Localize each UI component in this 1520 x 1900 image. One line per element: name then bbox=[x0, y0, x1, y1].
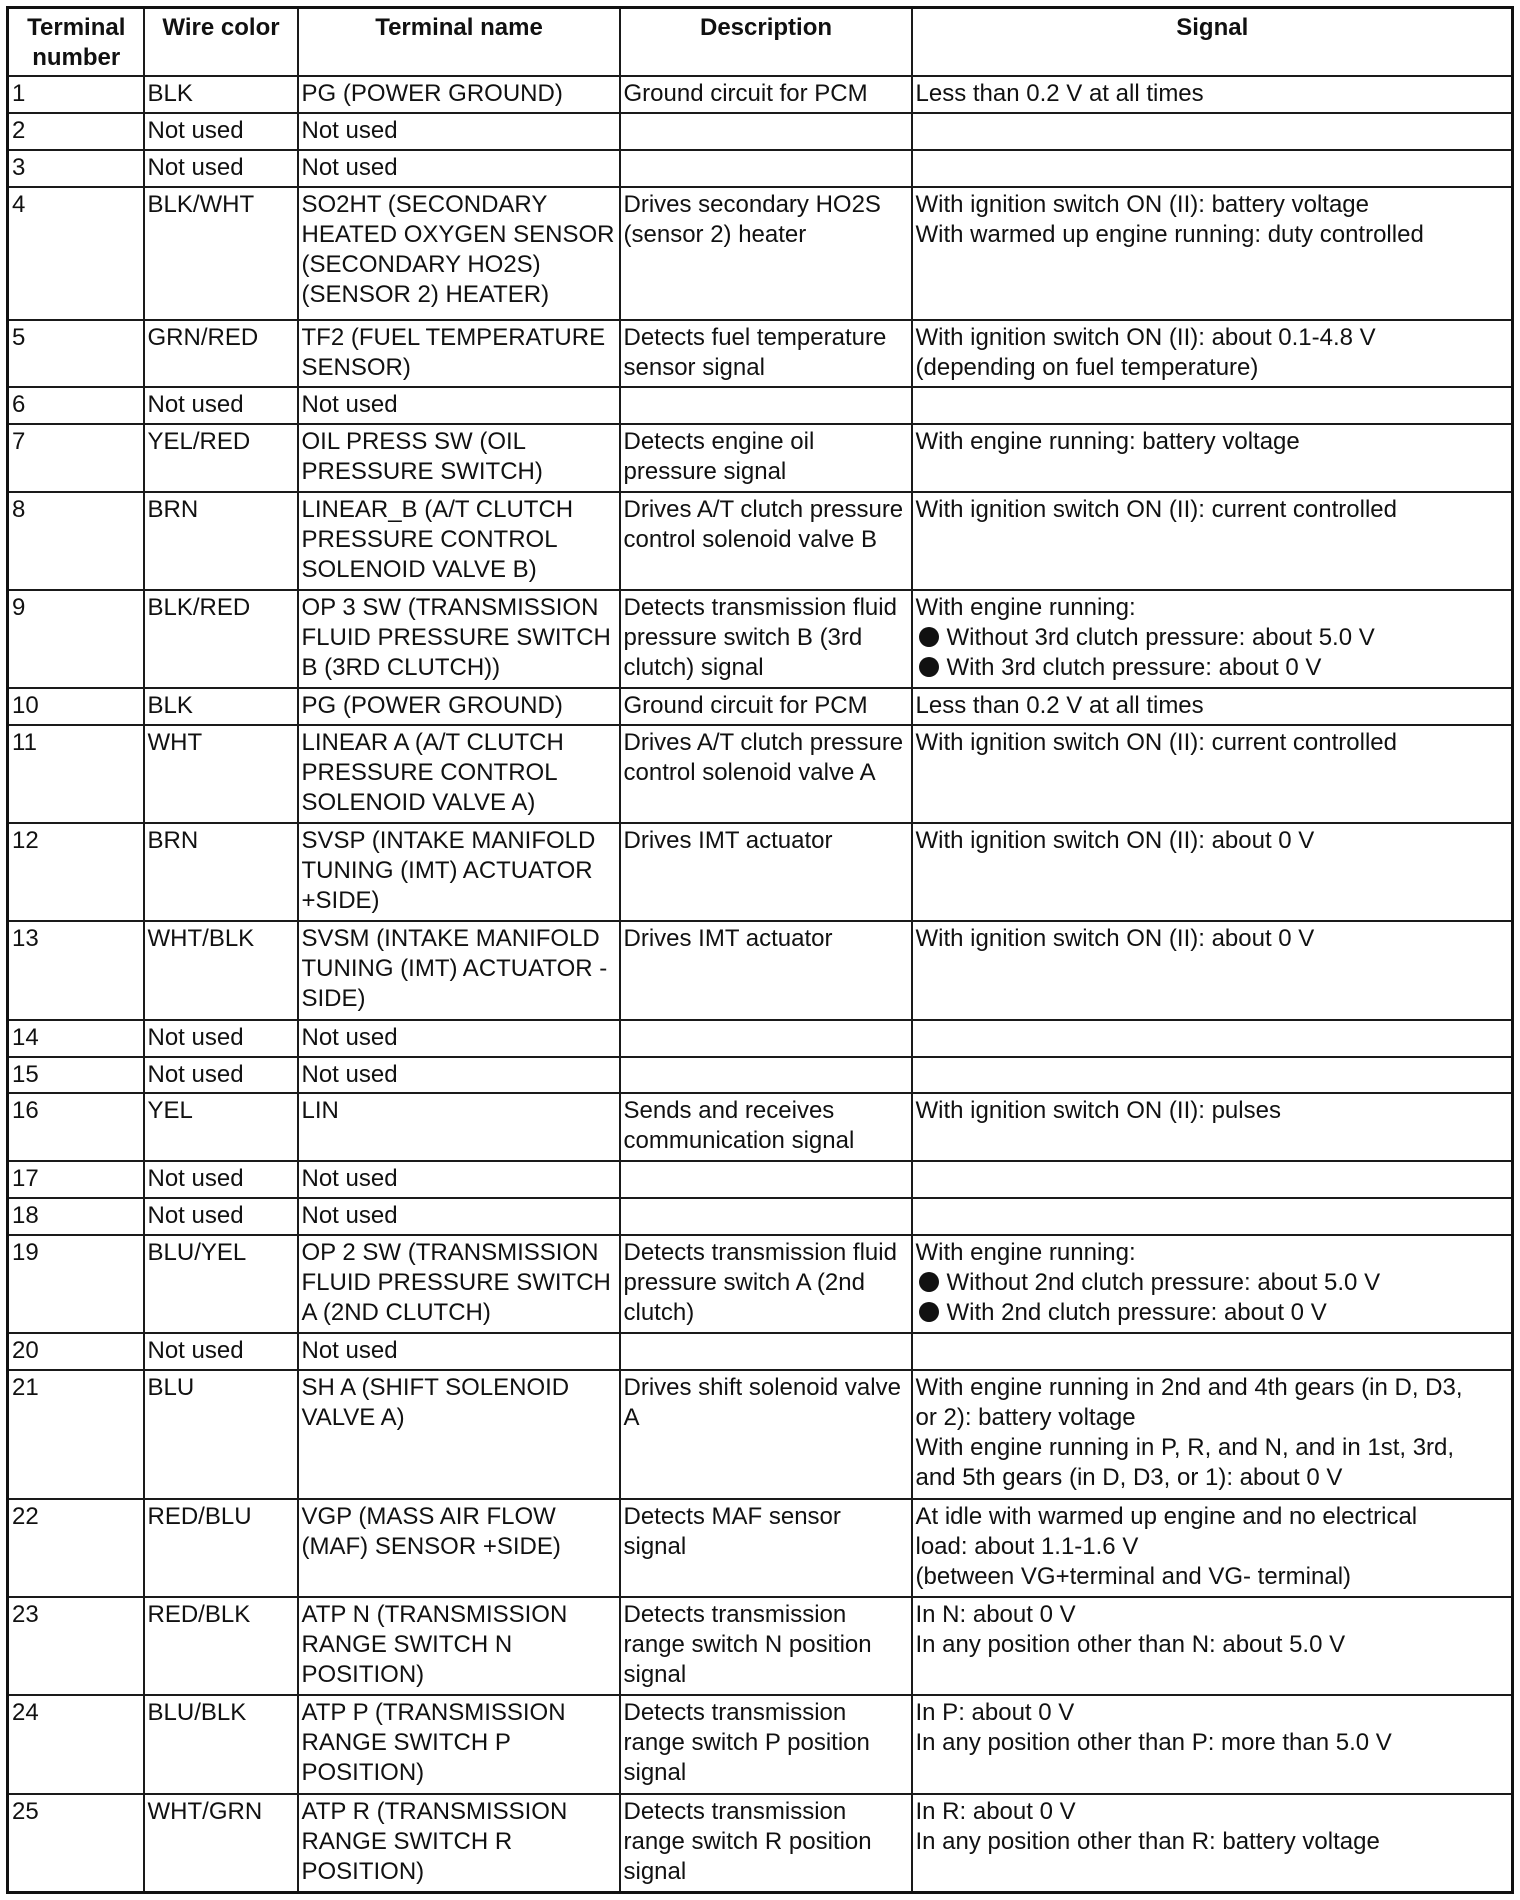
cell-signal bbox=[912, 1057, 1513, 1094]
header-description: Description bbox=[620, 8, 912, 77]
signal-bullet-text: Without 3rd clutch pressure: about 5.0 V bbox=[946, 623, 1375, 651]
table-row bbox=[8, 1057, 1513, 1094]
cell-signal bbox=[912, 1235, 1513, 1333]
signal-line: With ignition switch ON (II): about 0.1-4.8 V bbox=[915, 323, 1376, 351]
signal-bullet-text: With 2nd clutch pressure: about 0 V bbox=[946, 1298, 1327, 1326]
cell-terminal-name: OIL PRESS SW (OIL PRESSURE SWITCH) bbox=[298, 424, 620, 492]
cell-terminal-name: SVSM (INTAKE MANIFOLD TUNING (IMT) ACTUATOR -SIDE) bbox=[298, 921, 620, 1019]
cell-wire-color: YEL/RED bbox=[144, 424, 298, 492]
table-row bbox=[8, 150, 1513, 187]
signal-line: (between VG+terminal and VG- terminal) bbox=[915, 1562, 1352, 1590]
cell-signal bbox=[912, 688, 1513, 725]
cell-terminal-name: ATP N (TRANSMISSION RANGE SWITCH N POSITION) bbox=[298, 1597, 620, 1695]
cell-terminal-name: Not used bbox=[298, 1333, 620, 1370]
cell-signal bbox=[912, 725, 1513, 823]
signal-line: In P: about 0 V bbox=[915, 1699, 1075, 1727]
cell-description bbox=[620, 1198, 912, 1235]
table-row bbox=[8, 187, 1513, 320]
cell-signal bbox=[912, 1093, 1513, 1161]
signal-line: (depending on fuel temperature) bbox=[915, 353, 1259, 381]
table-row bbox=[8, 590, 1513, 688]
cell-signal bbox=[912, 590, 1513, 688]
cell-terminal-number: 3 bbox=[8, 150, 144, 187]
cell-signal bbox=[912, 1333, 1513, 1370]
header-row bbox=[8, 8, 1513, 77]
table-row bbox=[8, 823, 1513, 921]
cell-description: Ground circuit for PCM bbox=[620, 688, 912, 725]
cell-terminal-number: 14 bbox=[8, 1020, 144, 1057]
cell-terminal-name: ATP R (TRANSMISSION RANGE SWITCH R POSITION) bbox=[298, 1794, 620, 1893]
cell-wire-color: BLK bbox=[144, 76, 298, 113]
cell-terminal-number: 11 bbox=[8, 725, 144, 823]
cell-signal bbox=[912, 1499, 1513, 1597]
header-terminal-number: Terminal number bbox=[8, 8, 144, 77]
cell-signal bbox=[912, 492, 1513, 590]
cell-terminal-name: LIN bbox=[298, 1093, 620, 1161]
table-row bbox=[8, 1597, 1513, 1695]
table-row bbox=[8, 725, 1513, 823]
cell-signal bbox=[912, 150, 1513, 187]
cell-description: Detects engine oil pressure signal bbox=[620, 424, 912, 492]
table-row bbox=[8, 1093, 1513, 1161]
cell-terminal-number: 9 bbox=[8, 590, 144, 688]
cell-wire-color: Not used bbox=[144, 1020, 298, 1057]
signal-bullet-item bbox=[916, 623, 1510, 653]
table-row bbox=[8, 1695, 1513, 1793]
cell-terminal-number: 16 bbox=[8, 1093, 144, 1161]
cell-terminal-name: Not used bbox=[298, 1020, 620, 1057]
cell-wire-color: Not used bbox=[144, 113, 298, 150]
cell-wire-color: BLK/WHT bbox=[144, 187, 298, 320]
cell-signal bbox=[912, 1198, 1513, 1235]
table-body bbox=[8, 76, 1513, 1893]
cell-wire-color: BRN bbox=[144, 492, 298, 590]
cell-signal bbox=[912, 187, 1513, 320]
signal-line: With engine running in P, R, and N, and in 1st, 3rd, bbox=[915, 1433, 1455, 1461]
signal-line: In N: about 0 V bbox=[915, 1600, 1076, 1628]
cell-terminal-number: 24 bbox=[8, 1695, 144, 1793]
cell-wire-color: Not used bbox=[144, 387, 298, 424]
signal-bullet-item bbox=[916, 1298, 1510, 1328]
cell-terminal-name: PG (POWER GROUND) bbox=[298, 688, 620, 725]
cell-signal bbox=[912, 823, 1513, 921]
cell-terminal-name: Not used bbox=[298, 150, 620, 187]
terminal-table-document bbox=[6, 6, 1514, 1894]
table-row bbox=[8, 1794, 1513, 1893]
cell-description bbox=[620, 150, 912, 187]
cell-terminal-number: 12 bbox=[8, 823, 144, 921]
cell-signal bbox=[912, 76, 1513, 113]
signal-line: In R: about 0 V bbox=[915, 1797, 1076, 1825]
signal-line: Less than 0.2 V at all times bbox=[915, 692, 1204, 720]
signal-line: In any position other than R: battery voltage bbox=[915, 1827, 1380, 1855]
cell-wire-color: WHT bbox=[144, 725, 298, 823]
signal-line: With warmed up engine running: duty controlled bbox=[915, 220, 1424, 248]
signal-line: In any position other than P: more than 5.0 V bbox=[915, 1729, 1392, 1757]
cell-terminal-name: Not used bbox=[298, 387, 620, 424]
cell-description: Detects transmission range switch R position signal bbox=[620, 1794, 912, 1893]
table-row bbox=[8, 76, 1513, 113]
cell-wire-color: WHT/BLK bbox=[144, 921, 298, 1019]
cell-description: Detects fuel temperature sensor signal bbox=[620, 320, 912, 388]
cell-terminal-name: Not used bbox=[298, 1161, 620, 1198]
cell-wire-color: BLK/RED bbox=[144, 590, 298, 688]
signal-line: With ignition switch ON (II): about 0 V bbox=[915, 925, 1315, 953]
cell-description: Drives IMT actuator bbox=[620, 823, 912, 921]
cell-terminal-name: PG (POWER GROUND) bbox=[298, 76, 620, 113]
cell-signal bbox=[912, 387, 1513, 424]
cell-signal bbox=[912, 1695, 1513, 1793]
cell-description: Drives IMT actuator bbox=[620, 921, 912, 1019]
cell-wire-color: BLU/BLK bbox=[144, 1695, 298, 1793]
cell-terminal-number: 18 bbox=[8, 1198, 144, 1235]
signal-line: or 2): battery voltage bbox=[915, 1403, 1136, 1431]
bullet-dot-icon bbox=[919, 657, 939, 677]
cell-description: Detects transmission fluid pressure switch A (2nd clutch) bbox=[620, 1235, 912, 1333]
table-row bbox=[8, 921, 1513, 1019]
cell-description bbox=[620, 113, 912, 150]
table-row bbox=[8, 1235, 1513, 1333]
signal-line: With engine running: bbox=[915, 1238, 1136, 1266]
cell-terminal-number: 13 bbox=[8, 921, 144, 1019]
cell-signal bbox=[912, 320, 1513, 388]
table-row bbox=[8, 1370, 1513, 1499]
cell-wire-color: BRN bbox=[144, 823, 298, 921]
cell-signal bbox=[912, 424, 1513, 492]
table-row bbox=[8, 424, 1513, 492]
cell-description bbox=[620, 1057, 912, 1094]
cell-description: Sends and receives communication signal bbox=[620, 1093, 912, 1161]
table-row bbox=[8, 1198, 1513, 1235]
cell-terminal-number: 15 bbox=[8, 1057, 144, 1094]
signal-line: With engine running: battery voltage bbox=[915, 427, 1300, 455]
cell-wire-color: Not used bbox=[144, 1161, 298, 1198]
cell-description bbox=[620, 1020, 912, 1057]
cell-description: Drives shift solenoid valve A bbox=[620, 1370, 912, 1499]
signal-line: With ignition switch ON (II): current controlled bbox=[915, 728, 1397, 756]
cell-terminal-number: 19 bbox=[8, 1235, 144, 1333]
cell-wire-color: BLU bbox=[144, 1370, 298, 1499]
terminal-table bbox=[6, 6, 1514, 1894]
table-row bbox=[8, 387, 1513, 424]
cell-wire-color: RED/BLK bbox=[144, 1597, 298, 1695]
cell-description: Detects transmission fluid pressure switch B (3rd clutch) signal bbox=[620, 590, 912, 688]
bullet-dot-icon bbox=[919, 627, 939, 647]
signal-bullet-item bbox=[916, 1268, 1510, 1298]
cell-description: Detects MAF sensor signal bbox=[620, 1499, 912, 1597]
cell-description: Detects transmission range switch P position signal bbox=[620, 1695, 912, 1793]
cell-signal bbox=[912, 1794, 1513, 1893]
signal-line: With ignition switch ON (II): pulses bbox=[915, 1097, 1281, 1125]
signal-line: With ignition switch ON (II): about 0 V bbox=[915, 827, 1315, 855]
cell-terminal-name: TF2 (FUEL TEMPERATURE SENSOR) bbox=[298, 320, 620, 388]
signal-line: At idle with warmed up engine and no electrical bbox=[915, 1502, 1418, 1530]
cell-wire-color: WHT/GRN bbox=[144, 1794, 298, 1893]
cell-wire-color: RED/BLU bbox=[144, 1499, 298, 1597]
table-row bbox=[8, 1333, 1513, 1370]
cell-wire-color: YEL bbox=[144, 1093, 298, 1161]
cell-wire-color: GRN/RED bbox=[144, 320, 298, 388]
signal-line: Less than 0.2 V at all times bbox=[915, 80, 1204, 107]
table-row bbox=[8, 492, 1513, 590]
header-signal: Signal bbox=[912, 8, 1513, 77]
cell-wire-color: Not used bbox=[144, 150, 298, 187]
cell-terminal-name: LINEAR A (A/T CLUTCH PRESSURE CONTROL SOLENOID VALVE A) bbox=[298, 725, 620, 823]
cell-wire-color: Not used bbox=[144, 1333, 298, 1370]
cell-terminal-name: Not used bbox=[298, 1198, 620, 1235]
cell-terminal-number: 7 bbox=[8, 424, 144, 492]
cell-signal bbox=[912, 1597, 1513, 1695]
cell-terminal-number: 25 bbox=[8, 1794, 144, 1893]
table-row bbox=[8, 320, 1513, 388]
signal-bullet-item bbox=[916, 653, 1510, 683]
cell-wire-color: BLK bbox=[144, 688, 298, 725]
cell-signal bbox=[912, 921, 1513, 1019]
cell-terminal-name: Not used bbox=[298, 1057, 620, 1094]
cell-signal bbox=[912, 113, 1513, 150]
cell-terminal-name: ATP P (TRANSMISSION RANGE SWITCH P POSITION) bbox=[298, 1695, 620, 1793]
cell-wire-color: BLU/YEL bbox=[144, 1235, 298, 1333]
signal-line: and 5th gears (in D, D3, or 1): about 0 V bbox=[915, 1463, 1343, 1491]
cell-terminal-name: SH A (SHIFT SOLENOID VALVE A) bbox=[298, 1370, 620, 1499]
cell-terminal-name: VGP (MASS AIR FLOW (MAF) SENSOR +SIDE) bbox=[298, 1499, 620, 1597]
cell-wire-color: Not used bbox=[144, 1057, 298, 1094]
cell-signal bbox=[912, 1161, 1513, 1198]
signal-line: With ignition switch ON (II): battery voltage bbox=[915, 190, 1369, 218]
cell-terminal-number: 23 bbox=[8, 1597, 144, 1695]
signal-line: With engine running in 2nd and 4th gears (in D, D3, bbox=[915, 1373, 1463, 1401]
cell-signal bbox=[912, 1020, 1513, 1057]
cell-description bbox=[620, 1161, 912, 1198]
signal-line: In any position other than N: about 5.0 V bbox=[915, 1630, 1346, 1658]
cell-terminal-name: Not used bbox=[298, 113, 620, 150]
cell-terminal-name: SVSP (INTAKE MANIFOLD TUNING (IMT) ACTUATOR +SIDE) bbox=[298, 823, 620, 921]
cell-terminal-number: 21 bbox=[8, 1370, 144, 1499]
cell-terminal-number: 5 bbox=[8, 320, 144, 388]
cell-terminal-number: 20 bbox=[8, 1333, 144, 1370]
signal-line: load: about 1.1-1.6 V bbox=[915, 1532, 1139, 1560]
cell-description: Drives secondary HO2S (sensor 2) heater bbox=[620, 187, 912, 320]
cell-terminal-name: LINEAR_B (A/T CLUTCH PRESSURE CONTROL SOLENOID VALVE B) bbox=[298, 492, 620, 590]
table-row bbox=[8, 688, 1513, 725]
cell-wire-color: Not used bbox=[144, 1198, 298, 1235]
cell-terminal-number: 6 bbox=[8, 387, 144, 424]
cell-description: Drives A/T clutch pressure control solenoid valve B bbox=[620, 492, 912, 590]
table-row bbox=[8, 1161, 1513, 1198]
cell-terminal-number: 10 bbox=[8, 688, 144, 725]
cell-terminal-number: 4 bbox=[8, 187, 144, 320]
header-terminal-name: Terminal name bbox=[298, 8, 620, 77]
cell-terminal-name: OP 2 SW (TRANSMISSION FLUID PRESSURE SWITCH A (2ND CLUTCH) bbox=[298, 1235, 620, 1333]
cell-description: Detects transmission range switch N position signal bbox=[620, 1597, 912, 1695]
header-wire-color: Wire color bbox=[144, 8, 298, 77]
cell-description bbox=[620, 387, 912, 424]
bullet-dot-icon bbox=[919, 1302, 939, 1322]
cell-description: Ground circuit for PCM bbox=[620, 76, 912, 113]
bullet-dot-icon bbox=[919, 1272, 939, 1292]
cell-terminal-name: SO2HT (SECONDARY HEATED OXYGEN SENSOR (SECONDARY HO2S) (SENSOR 2) HEATER) bbox=[298, 187, 620, 320]
table-row bbox=[8, 1499, 1513, 1597]
cell-description: Drives A/T clutch pressure control solenoid valve A bbox=[620, 725, 912, 823]
cell-terminal-number: 22 bbox=[8, 1499, 144, 1597]
cell-terminal-number: 17 bbox=[8, 1161, 144, 1198]
cell-terminal-number: 1 bbox=[8, 76, 144, 113]
cell-terminal-number: 2 bbox=[8, 113, 144, 150]
signal-line: With ignition switch ON (II): current controlled bbox=[915, 495, 1397, 523]
cell-terminal-number: 8 bbox=[8, 492, 144, 590]
signal-bullet-text: Without 2nd clutch pressure: about 5.0 V bbox=[946, 1268, 1381, 1296]
signal-bullet-text: With 3rd clutch pressure: about 0 V bbox=[946, 653, 1322, 681]
table-row bbox=[8, 1020, 1513, 1057]
signal-line: With engine running: bbox=[915, 593, 1136, 621]
table-row bbox=[8, 113, 1513, 150]
cell-terminal-name: OP 3 SW (TRANSMISSION FLUID PRESSURE SWITCH B (3RD CLUTCH)) bbox=[298, 590, 620, 688]
cell-description bbox=[620, 1333, 912, 1370]
cell-signal bbox=[912, 1370, 1513, 1499]
